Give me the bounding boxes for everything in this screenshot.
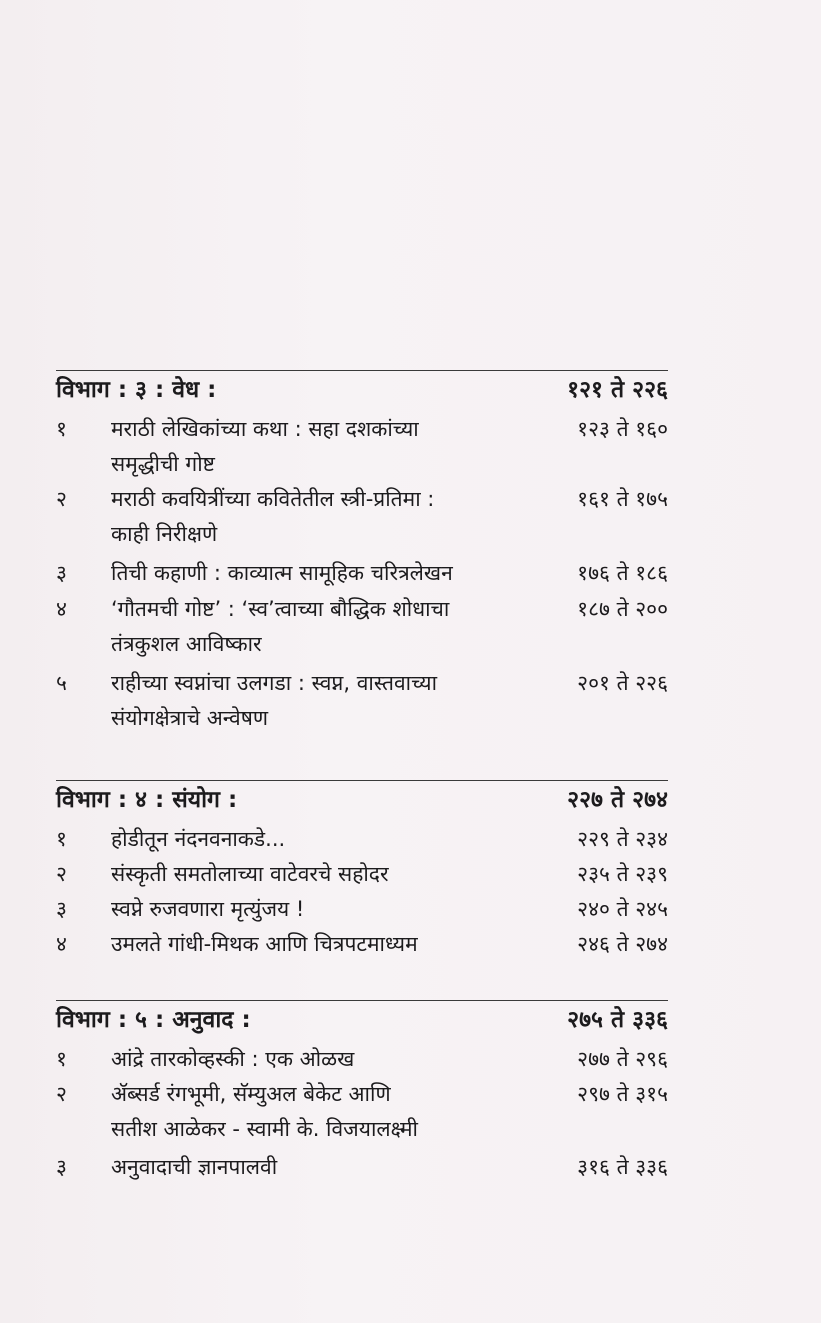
entry-number: ५	[56, 671, 67, 695]
entry-title-line: काही निरीक्षणे	[111, 522, 218, 546]
entry-title	[111, 892, 531, 927]
entry-title-line: संयोगक्षेत्राचे अन्वेषण	[111, 706, 269, 730]
entry-title-line: अनुवादाची ज्ञानपालवी	[111, 1155, 278, 1179]
entry-title	[111, 857, 531, 892]
entry-title-line: मराठी लेखिकांच्या कथा : सहा दशकांच्या	[111, 417, 419, 441]
entry-number: १	[56, 1047, 67, 1071]
section-sanyog	[56, 780, 668, 956]
entry-number: २	[56, 862, 67, 886]
section-page-range: २७५ ते ३३६	[567, 1007, 668, 1033]
section-page-range: १२१ ते २२६	[567, 377, 668, 403]
entry-title	[111, 1077, 531, 1147]
section-title: विभाग : ५ : अनुवाद :	[56, 1007, 251, 1033]
entry-title	[111, 1150, 531, 1185]
entry-page-range: १६१ ते १७५	[577, 487, 668, 511]
entry-title-line: ॲब्सर्ड रंगभूमी, सॅम्युअल बेकेट आणि	[111, 1082, 391, 1106]
entry-number: ३	[56, 897, 67, 921]
entry-title-line: संस्कृती समतोलाच्या वाटेवरचे सहोदर	[111, 862, 389, 886]
entry-page-range: २२९ ते २३४	[577, 827, 668, 851]
entry-page-range: १८७ ते २००	[577, 597, 668, 621]
entry-title-line: उमलते गांधी-मिथक आणि चित्रपटमाध्यम	[111, 932, 418, 956]
entry-title	[111, 592, 531, 662]
section-header	[56, 780, 668, 820]
section-anuvad	[56, 1000, 668, 1179]
entry-number: २	[56, 487, 67, 511]
entry-title	[111, 482, 531, 552]
entry-title-line: तिची कहाणी : काव्यात्म सामूहिक चरित्रलेखन	[111, 561, 453, 585]
section-vedh	[56, 370, 668, 730]
entry-title	[111, 822, 531, 857]
entry-number: २	[56, 1082, 67, 1106]
entry-title-line: आंद्रे तारकोव्हस्की : एक ओळख	[111, 1047, 355, 1071]
entry-title-line: स्वप्ने रुजवणारा मृत्युंजय !	[111, 897, 305, 921]
entry-number: ३	[56, 1155, 67, 1179]
entry-title-line: तंत्रकुशल आविष्कार	[111, 632, 262, 656]
entry-title-line: ‘गौतमची गोष्ट’ : ‘स्व’त्वाच्या बौद्धिक शोधाचा	[111, 597, 450, 621]
entry-number: ४	[56, 932, 67, 956]
entry-page-range: २०१ ते २२६	[577, 671, 668, 695]
entry-title-line: सतीश आळेकर - स्वामी के. विजयालक्ष्मी	[111, 1117, 418, 1141]
section-page-range: २२७ ते २७४	[567, 787, 668, 813]
section-title: विभाग : ३ : वेध :	[56, 377, 217, 403]
section-header	[56, 1000, 668, 1040]
entry-title-line: होडीतून नंदनवनाकडे...	[111, 827, 286, 851]
entry-page-range: २४६ ते २७४	[577, 932, 668, 956]
entry-page-range: २९७ ते ३१५	[577, 1082, 668, 1106]
entry-page-range: २४० ते २४५	[577, 897, 668, 921]
entry-title	[111, 412, 531, 482]
entry-title-line: समृद्धीची गोष्ट	[111, 452, 215, 476]
entry-title-line: मराठी कवयित्रींच्या कवितेतील स्त्री-प्रतिमा :	[111, 487, 435, 511]
section-header	[56, 370, 668, 410]
entry-title-line: राहीच्या स्वप्नांचा उलगडा : स्वप्न, वास्तवाच्या	[111, 671, 438, 695]
section-title: विभाग : ४ : संयोग :	[56, 787, 238, 813]
entry-page-range: २३५ ते २३९	[577, 862, 668, 886]
entry-page-range: ३१६ ते ३३६	[577, 1155, 668, 1179]
entry-number: १	[56, 417, 67, 441]
entry-page-range: १२३ ते १६०	[577, 417, 668, 441]
entry-title	[111, 666, 531, 736]
entry-title	[111, 1042, 531, 1077]
entry-page-range: २७७ ते २९६	[577, 1047, 668, 1071]
entry-title	[111, 556, 531, 591]
entry-number: ४	[56, 597, 67, 621]
entry-title	[111, 927, 531, 962]
entry-number: ३	[56, 561, 67, 585]
entry-page-range: १७६ ते १८६	[577, 561, 668, 585]
entry-number: १	[56, 827, 67, 851]
